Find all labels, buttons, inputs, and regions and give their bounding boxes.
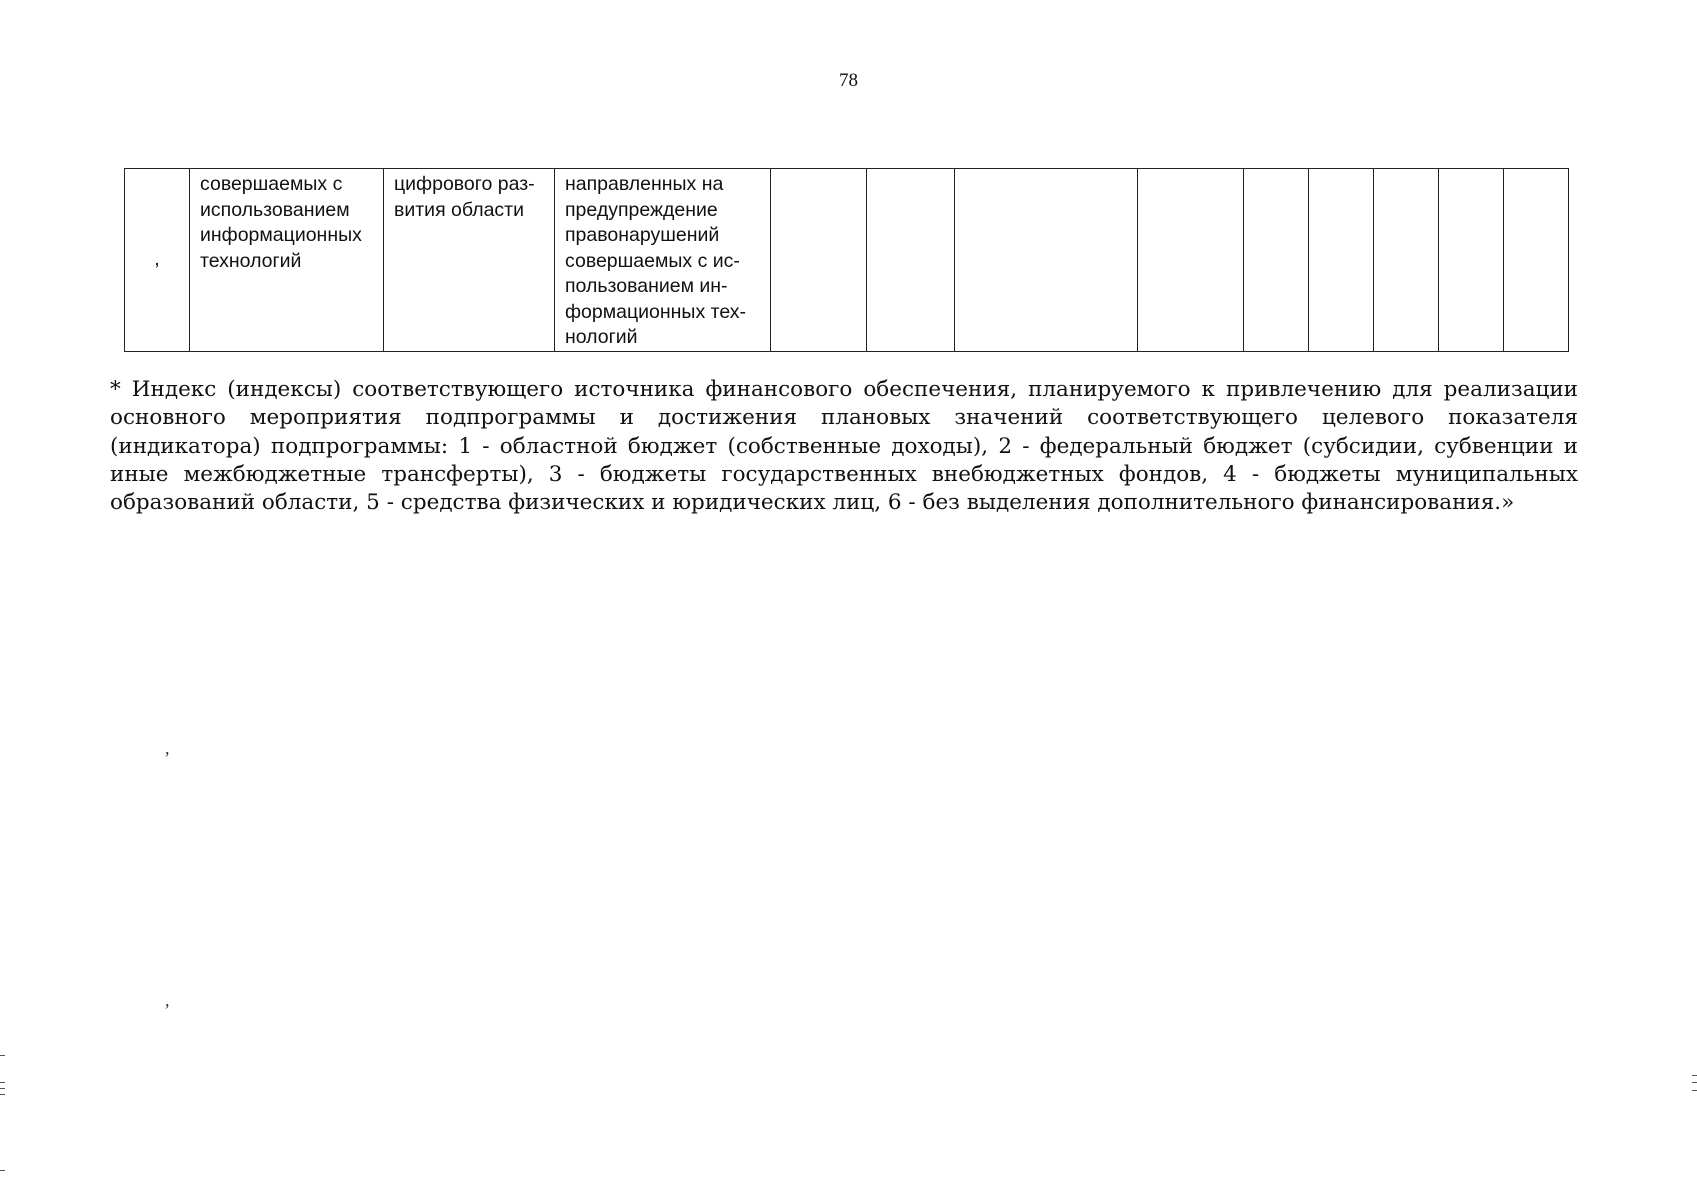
- scan-edge-mark: [0, 1088, 5, 1089]
- table-cell-empty: [1439, 169, 1504, 352]
- cell-text: цифрового раз- вития области: [394, 173, 535, 221]
- scan-mark: ,: [165, 738, 170, 758]
- table-cell-index: [125, 169, 190, 352]
- table-cell-indicator: [555, 169, 771, 352]
- table-cell-empty: [1374, 169, 1439, 352]
- table-cell-empty: [1138, 169, 1244, 352]
- page-number: 78: [839, 70, 858, 91]
- scan-edge-mark: [1692, 1075, 1697, 1076]
- cell-text: направленных на предупреждение правонарушений совершаемых с ис- пользованием ин- формационных тех- нологий: [565, 173, 746, 348]
- scan-edge-mark: [0, 1170, 5, 1171]
- cell-mark: ,: [154, 248, 160, 270]
- table-cell-empty: [867, 169, 955, 352]
- scan-edge-mark: [0, 1082, 5, 1083]
- scan-edge-mark: [0, 1055, 5, 1056]
- footnote: * Индекс (индексы) соответствующего источника финансового обеспечения, планируемого к привлечению для реализации основного мероприятия подпрограммы и достижения плановых значений соответствующего целевого показателя (индикатора) подпрограммы: 1 - областной бюджет (собственные доходы), 2 - федеральный бюджет (субсидии, субвенции и иные межбюджетные трансферты), 3 - бюджеты государственных внебюджетных фондов, 4 - бюджеты муниципальных образований области, 5 - средства физических и юридических лиц, 6 - без выделения дополнительного финансирования.»: [110, 377, 1578, 516]
- table-cell-empty: [1504, 169, 1569, 352]
- table-row: [125, 169, 1569, 352]
- table-cell-responsible: [384, 169, 555, 352]
- table-cell-empty: [955, 169, 1138, 352]
- scan-edge-mark: [1692, 1090, 1697, 1091]
- table-cell-offense-type: [190, 169, 384, 352]
- table-cell-empty: [1244, 169, 1309, 352]
- scan-edge-mark: [1692, 1082, 1697, 1083]
- scan-mark: ,: [165, 990, 170, 1010]
- cell-text: совершаемых с использованием информационных технологий: [200, 173, 362, 272]
- table-cell-empty: [1309, 169, 1374, 352]
- table-continuation: [124, 168, 1569, 352]
- scan-edge-mark: [0, 1094, 5, 1095]
- table-cell-empty: [771, 169, 867, 352]
